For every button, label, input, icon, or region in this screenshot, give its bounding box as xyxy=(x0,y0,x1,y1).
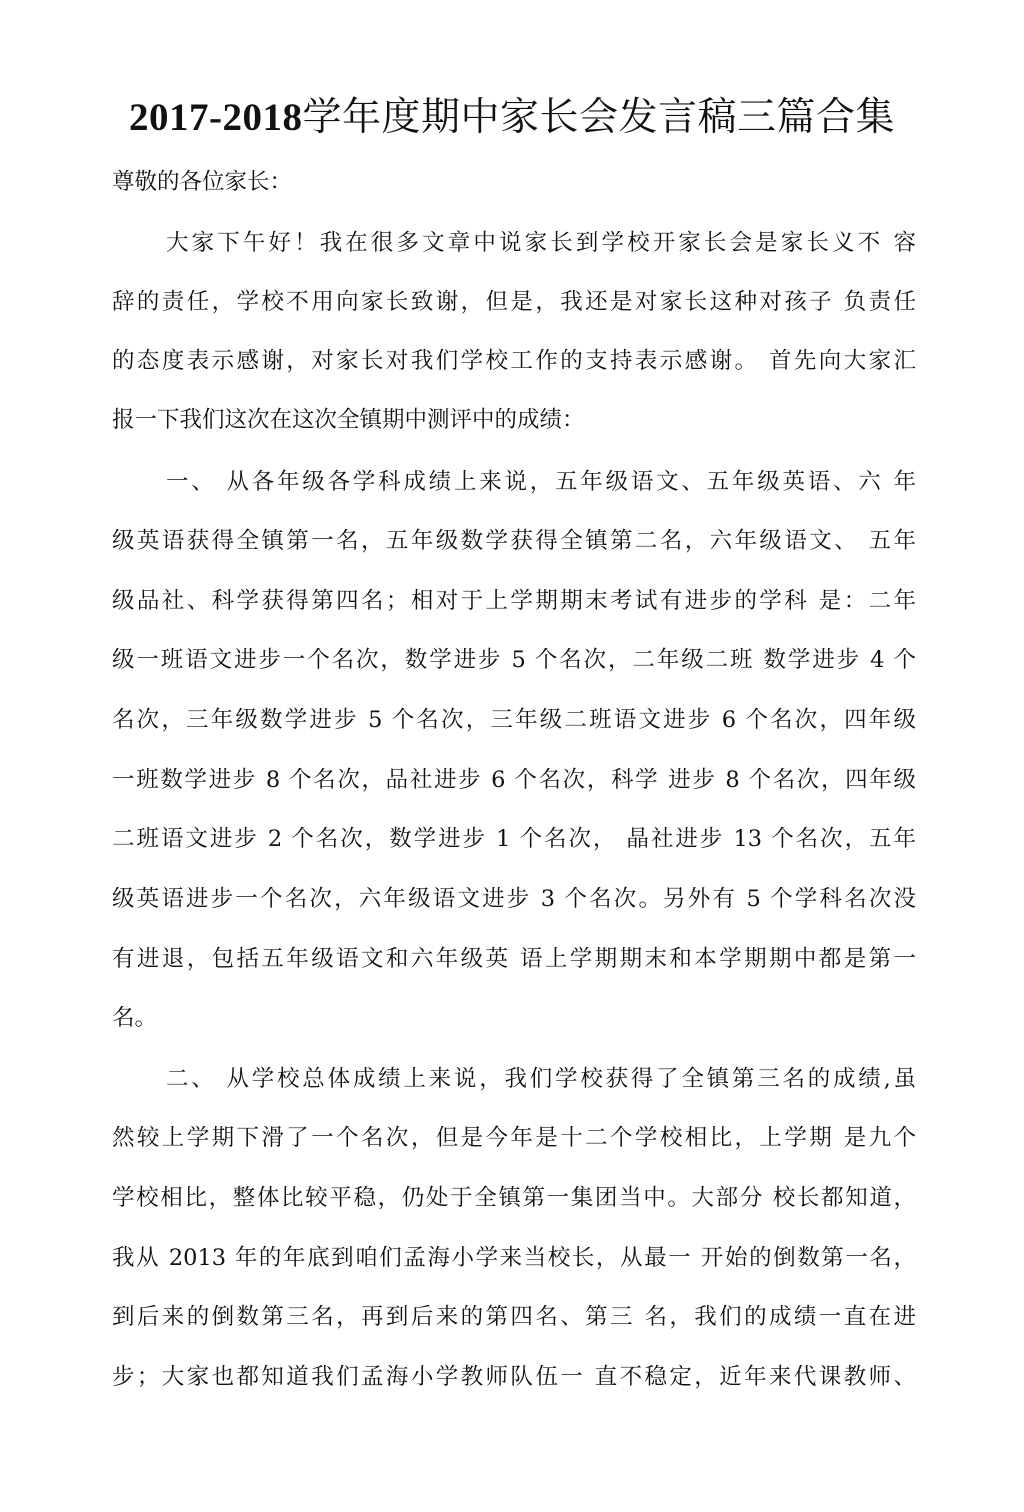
paragraph-line: 一、 从各年级各学科成绩上来说，五年级语文、五年级英语、六 年 xyxy=(166,469,916,495)
title-text: 学年度期中家长会发言稿三篇合集 xyxy=(302,95,895,140)
salutation: 尊敬的各位家长： xyxy=(112,169,293,195)
paragraph-line: 的态度表示感谢，对家长对我们学校工作的支持表示感谢。 首先向大家汇 xyxy=(112,348,916,374)
paragraph-line: 级品社、科学获得第四名；相对于上学期期末考试有进步的学科 是：二年 xyxy=(112,588,916,614)
paragraph-line: 报一下我们这次在这次全镇期中测评中的成绩： xyxy=(112,407,585,433)
paragraph-line: 步；大家也都知道我们孟海小学教师队伍一 直不稳定，近年来代课教师、 xyxy=(112,1364,916,1390)
paragraph-line: 级英语获得全镇第一名，五年级数学获得全镇第二名，六年级语文、 五年 xyxy=(112,528,916,554)
paragraph-line: 二、 从学校总体成绩上来说，我们学校获得了全镇第三名的成绩,虽 xyxy=(166,1066,916,1092)
paragraph-line: 名。 xyxy=(112,1005,158,1031)
paragraph-line: 我从 2013 年的年底到咱们孟海小学来当校长，从最一 开始的倒数第一名， xyxy=(112,1245,916,1271)
paragraph-line: 辞的责任，学校不用向家长致谢，但是，我还是对家长这种对孩子 负责任 xyxy=(112,289,916,315)
paragraph-line: 大家下午好！我在很多文章中说家长到学校开家长会是家长义不 容 xyxy=(166,230,916,256)
paragraph-line: 级一班语文进步一个名次，数学进步 5 个名次，二年级二班 数学进步 4 个 xyxy=(112,647,916,673)
paragraph-line: 有进退，包括五年级语文和六年级英 语上学期期末和本学期期中都是第一 xyxy=(112,946,916,972)
paragraph-line: 学校相比，整体比较平稳，仍处于全镇第一集团当中。大部分 校长都知道， xyxy=(112,1185,916,1211)
paragraph-line: 到后来的倒数第三名，再到后来的第四名、第三 名，我们的成绩一直在进 xyxy=(112,1304,916,1330)
title-year-range: 2017-2018 xyxy=(128,96,303,139)
paragraph-line: 名次，三年级数学进步 5 个名次，三年级二班语文进步 6 个名次，四年级 xyxy=(112,707,916,733)
paragraph-line: 一班数学进步 8 个名次，品社进步 6 个名次，科学 进步 8 个名次，四年级 xyxy=(112,767,916,793)
paragraph-line: 级英语进步一个名次，六年级语文进步 3 个名次。另外有 5 个学科名次没 xyxy=(112,886,916,912)
paragraph-line: 二班语文进步 2 个名次，数学进步 1 个名次， 晶社进步 13 个名次，五年 xyxy=(112,826,916,852)
document-title xyxy=(0,88,1024,148)
paragraph-line: 然较上学期下滑了一个名次，但是今年是十二个学校相比，上学期 是九个 xyxy=(112,1125,916,1151)
